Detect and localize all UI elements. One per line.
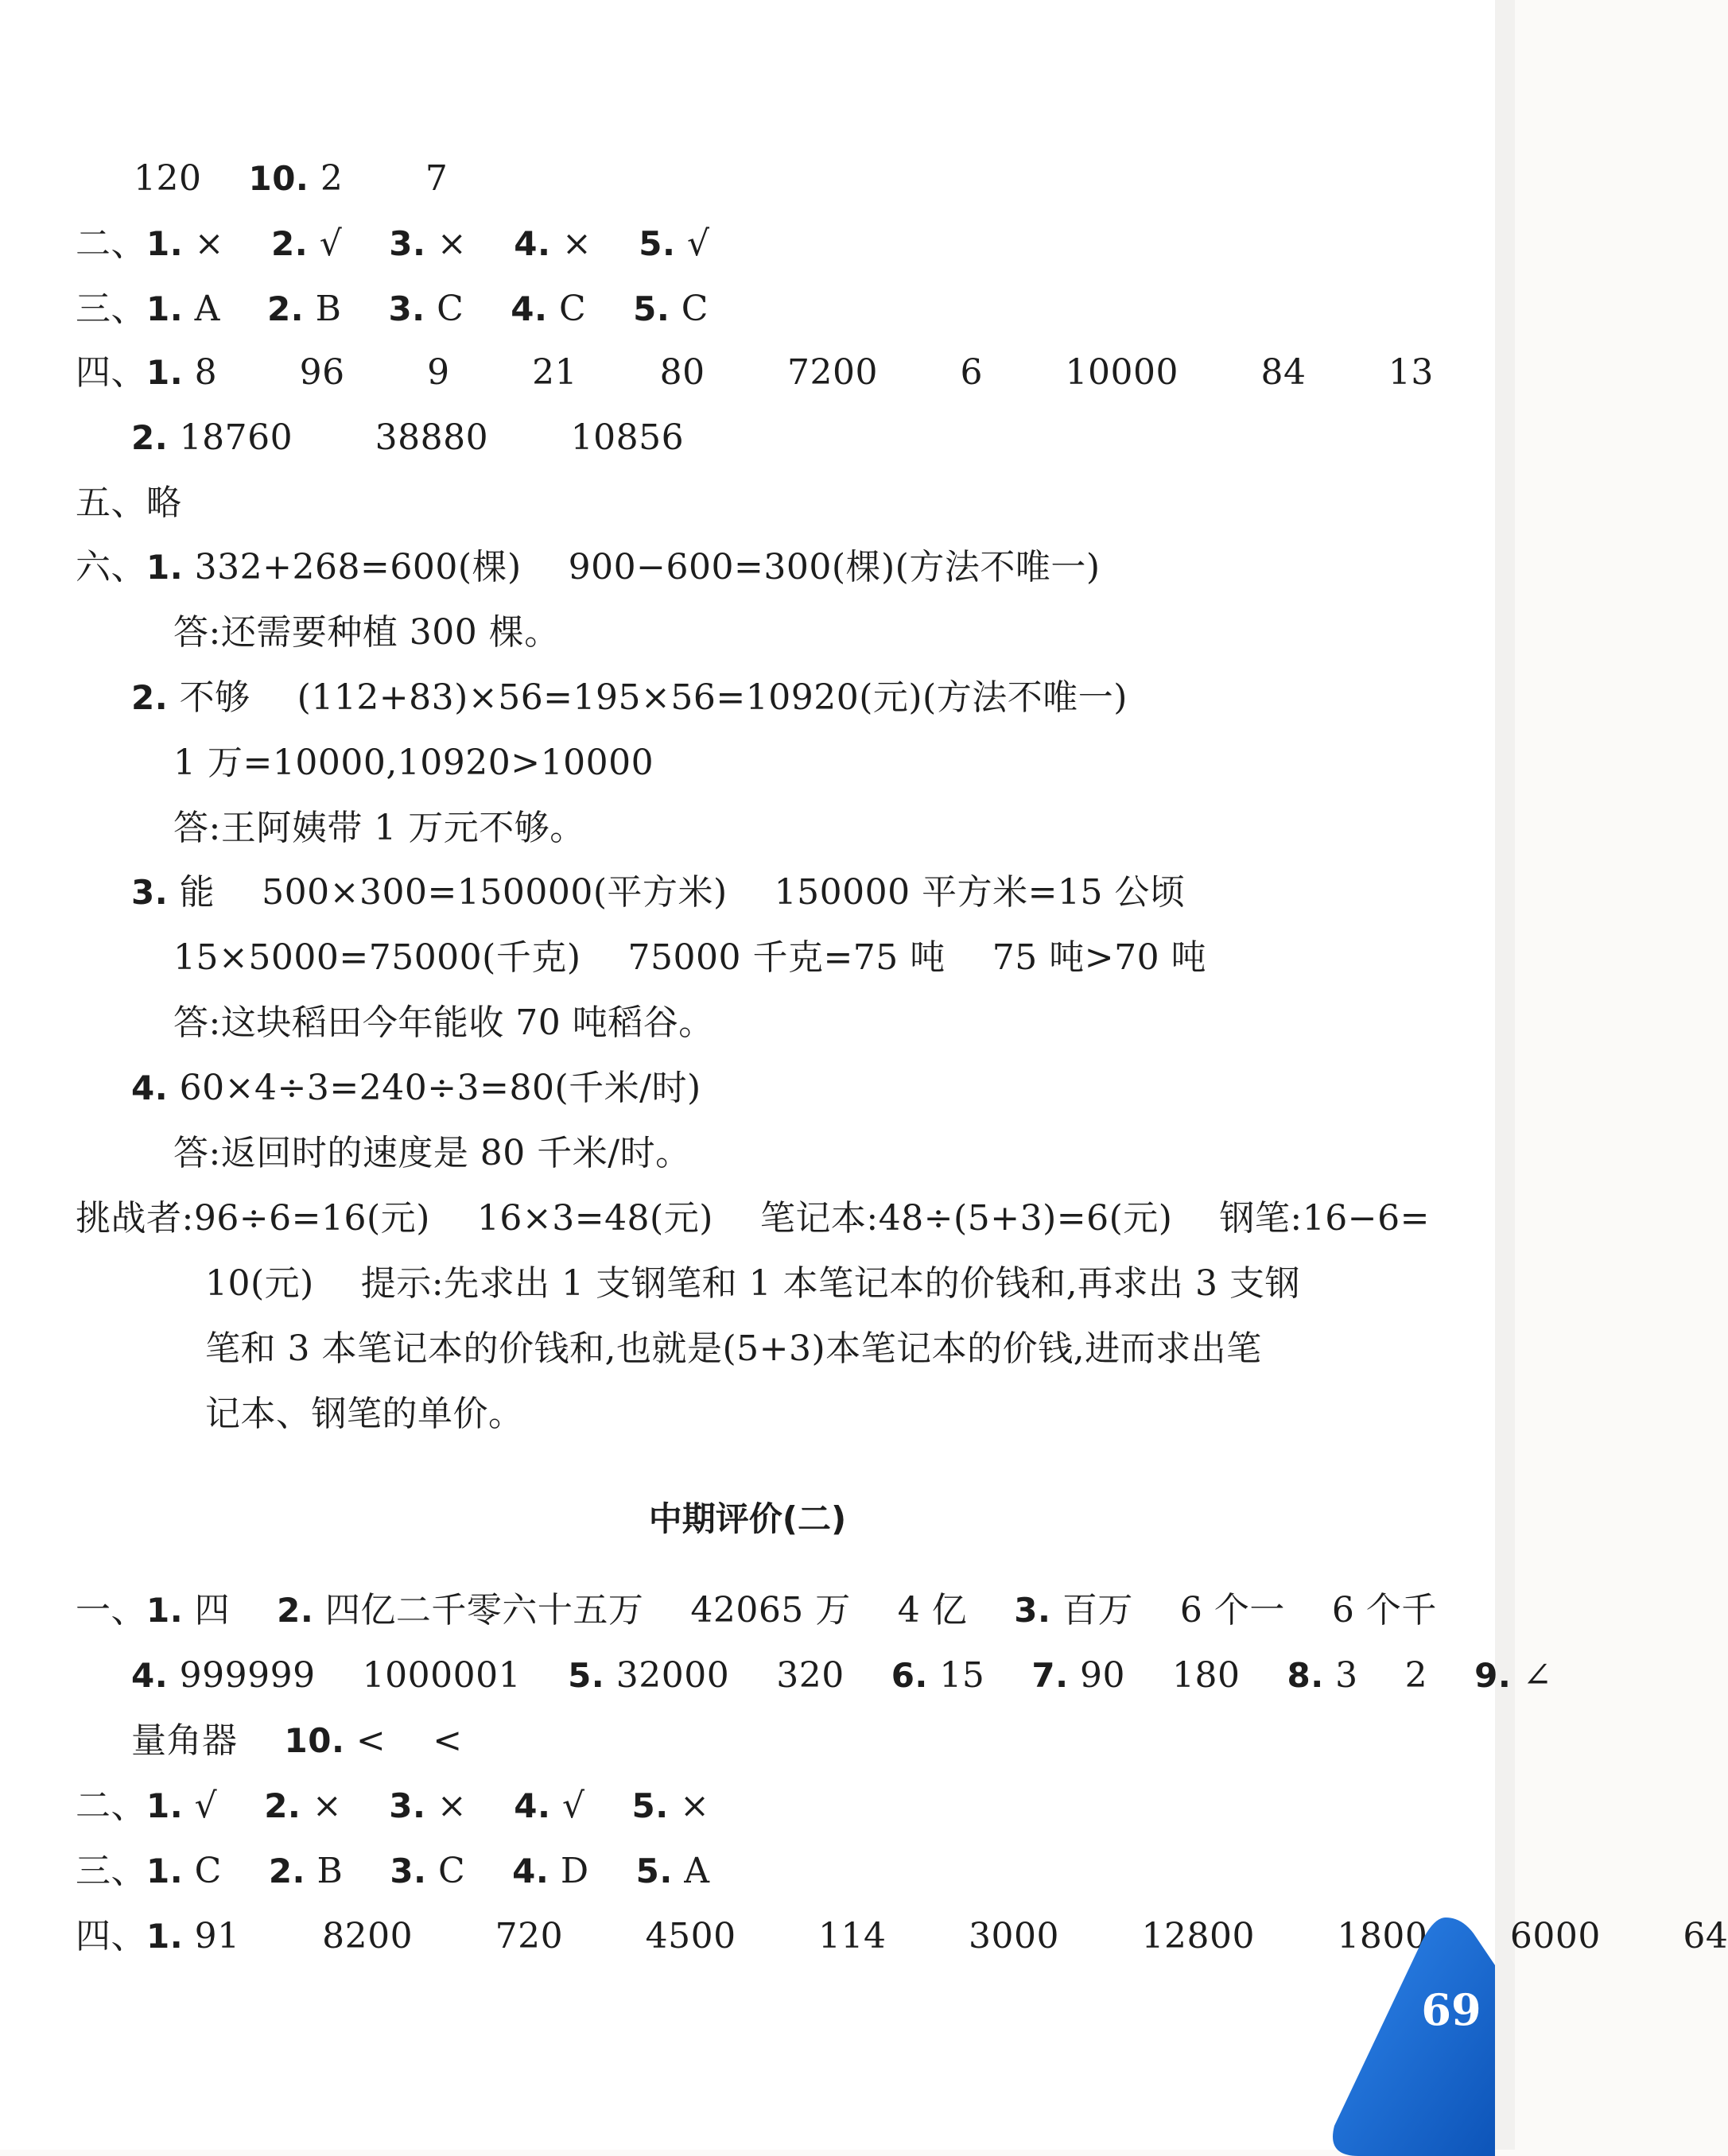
answer-text: 10(元) 提示:先求出 1 支钢笔和 1 本笔记本的价钱和,再求出 3 支钢 <box>205 1263 1301 1304</box>
question-number: 1. <box>146 224 184 263</box>
question-number: 6. <box>891 1656 928 1695</box>
question-number: 5. <box>639 224 676 263</box>
answer-line <box>205 1327 1262 1371</box>
answer-text: 答:王阿姨带 1 万元不够。 <box>173 808 585 848</box>
answer-line <box>134 157 448 201</box>
question-number: 9. <box>1474 1656 1512 1695</box>
answer-text: × <box>550 223 639 264</box>
answer-text: 91 8200 720 4500 114 3000 12800 1800 6000 64 <box>183 1916 1728 1956</box>
answer-text: 三、 <box>76 1851 146 1891</box>
question-number: 3. <box>388 289 425 328</box>
question-number: 1. <box>146 1852 184 1890</box>
question-number: 3. <box>390 1852 427 1890</box>
answer-text: 一、 <box>76 1590 146 1631</box>
answer-text: √ <box>183 1786 265 1826</box>
answer-text: 笔和 3 本笔记本的价钱和,也就是(5+3)本笔记本的价钱,进而求出笔 <box>205 1328 1262 1369</box>
question-number: 2. <box>131 418 169 457</box>
answer-text: × <box>425 223 515 264</box>
answer-text: 二、 <box>76 223 146 264</box>
question-number: 4. <box>131 1068 169 1107</box>
question-number: 1. <box>146 1591 184 1630</box>
answer-line <box>131 1719 463 1763</box>
answer-line <box>76 287 709 332</box>
answer-text: × <box>425 1786 515 1826</box>
answer-line <box>76 1849 710 1894</box>
answer-line <box>76 481 182 525</box>
answer-line <box>173 806 585 851</box>
answer-text: 四、 <box>76 352 146 393</box>
answer-text: 答:还需要种植 300 棵。 <box>173 612 560 653</box>
question-number: 5. <box>631 1786 669 1825</box>
answer-text: 15×5000=75000(千克) 75000 千克=75 吨 75 吨>70 吨 <box>173 937 1207 978</box>
question-number: 5. <box>633 289 670 328</box>
answer-text: ∠ <box>1511 1655 1553 1696</box>
answer-text: 百万 6 个一 6 个千 <box>1050 1590 1437 1631</box>
question-number: 4. <box>511 289 548 328</box>
answer-line <box>76 222 710 266</box>
answer-text: 15 <box>927 1655 1032 1696</box>
question-number: 3. <box>389 224 426 263</box>
answer-text: 答:这块稻田今年能收 70 吨稻谷。 <box>173 1002 714 1043</box>
answer-line <box>76 351 1434 395</box>
question-number: 4. <box>512 1852 549 1890</box>
answer-text: A <box>183 289 267 329</box>
answer-text: 32000 320 <box>604 1655 891 1696</box>
answer-text: 挑战者:96÷6=16(元) 16×3=48(元) 笔记本:48÷(5+3)=6(元) 钢笔:16−6= <box>76 1198 1430 1239</box>
answer-text: 120 <box>134 158 249 199</box>
answer-text: √ <box>675 223 710 264</box>
question-number: 4. <box>131 1656 169 1695</box>
answer-line <box>131 1654 1552 1698</box>
answer-text: 90 180 <box>1068 1655 1287 1696</box>
page-number: 69 <box>1421 1984 1481 2035</box>
question-number: 8. <box>1287 1656 1324 1695</box>
answer-line <box>131 416 684 460</box>
question-number: 10. <box>284 1721 345 1760</box>
question-number: 2. <box>264 1786 301 1825</box>
question-number: 2. <box>277 1591 314 1630</box>
answer-line <box>131 1066 701 1111</box>
answer-line <box>76 1784 710 1828</box>
answer-line <box>173 1131 691 1176</box>
answer-line <box>173 741 654 785</box>
answer-text: A <box>672 1851 710 1891</box>
question-number: 3. <box>389 1786 426 1825</box>
question-number: 2. <box>271 224 309 263</box>
answer-text: 四亿二千零六十五万 42065 万 4 亿 <box>313 1590 1015 1631</box>
answer-text: B <box>304 289 389 329</box>
answer-line <box>173 1001 714 1045</box>
answer-text: 不够 (112+83)×56=195×56=10920(元)(方法不唯一) <box>168 677 1128 718</box>
section-title: 中期评价(二) <box>648 1499 847 1538</box>
answer-text: 60×4÷3=240÷3=80(千米/时) <box>168 1068 701 1108</box>
question-number: 1. <box>146 1786 184 1825</box>
answer-text: D <box>549 1851 636 1891</box>
answer-text: 二、 <box>76 1786 146 1826</box>
answer-text: 999999 1000001 <box>168 1655 569 1696</box>
question-number: 10. <box>248 159 309 198</box>
question-number: 1. <box>146 353 184 392</box>
answer-text: C <box>547 289 634 329</box>
answer-text: 答:返回时的速度是 80 千米/时。 <box>173 1133 691 1173</box>
question-number: 3. <box>131 873 169 912</box>
answer-text: √ <box>550 1786 632 1826</box>
answer-text: < < <box>344 1720 463 1761</box>
answer-text: 量角器 <box>131 1720 285 1761</box>
answer-text: 3 2 <box>1323 1655 1475 1696</box>
page-number-badge <box>1326 1918 1517 2156</box>
answer-text: 1 万=10000,10920>10000 <box>173 743 654 783</box>
answer-text: 记本、钢笔的单价。 <box>205 1394 524 1434</box>
answer-text: × <box>183 223 272 264</box>
answer-line <box>76 1588 1437 1633</box>
question-number: 1. <box>146 289 184 328</box>
answer-text: C <box>670 289 709 329</box>
answer-text: 六、 <box>76 547 146 587</box>
answer-text: 18760 38880 10856 <box>168 417 685 458</box>
answer-text: 三、 <box>76 289 146 329</box>
answer-text: 四 <box>183 1590 278 1631</box>
answer-line <box>76 545 1101 590</box>
question-number: 2. <box>266 289 305 328</box>
question-number: 2. <box>131 678 169 717</box>
answer-text: C <box>425 289 511 329</box>
question-number: 7. <box>1031 1656 1069 1695</box>
answer-line <box>205 1392 524 1437</box>
answer-text: × <box>668 1786 710 1826</box>
answer-text: C <box>183 1851 269 1891</box>
answer-line <box>205 1262 1300 1306</box>
answer-text: × <box>301 1786 390 1826</box>
question-number: 4. <box>514 1786 551 1825</box>
question-number: 1. <box>146 548 184 587</box>
answer-line <box>173 936 1206 980</box>
answer-text: 2 7 <box>309 158 449 199</box>
question-number: 5. <box>568 1656 605 1695</box>
answer-line <box>76 1196 1430 1241</box>
question-number: 1. <box>146 1917 184 1956</box>
answer-line <box>131 676 1128 720</box>
answer-line <box>131 871 1185 915</box>
answer-text: √ <box>308 223 390 264</box>
page-edge <box>1495 0 1515 2150</box>
question-number: 2. <box>268 1852 306 1890</box>
answer-text: 332+268=600(棵) 900−600=300(棵)(方法不唯一) <box>183 547 1101 587</box>
answer-text: 四、 <box>76 1916 146 1956</box>
answer-text: 五、略 <box>76 483 182 523</box>
question-number: 3. <box>1014 1591 1051 1630</box>
question-number: 5. <box>635 1852 673 1890</box>
answer-text: C <box>426 1851 513 1891</box>
answer-line <box>173 611 560 655</box>
answer-text: 8 96 9 21 80 7200 6 10000 84 13 <box>183 352 1434 393</box>
answer-text: B <box>305 1851 390 1891</box>
answer-text: 能 500×300=150000(平方米) 150000 平方米=15 公顷 <box>168 872 1186 913</box>
question-number: 4. <box>514 224 551 263</box>
